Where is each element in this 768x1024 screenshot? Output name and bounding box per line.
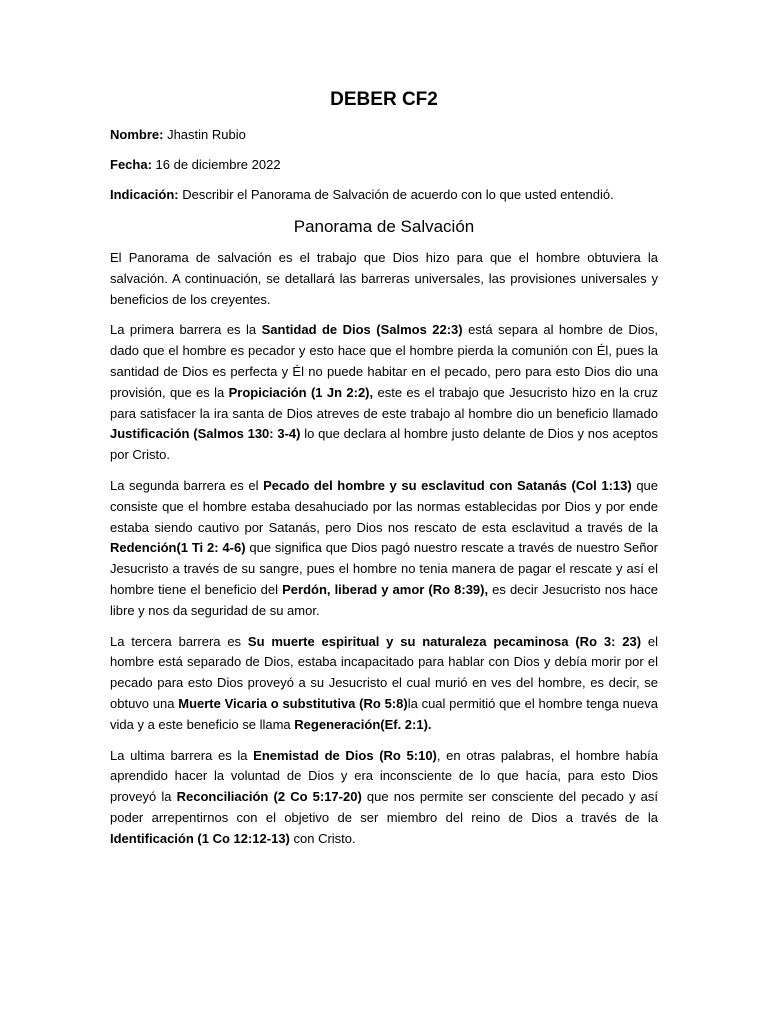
nombre-label: Nombre: <box>110 127 164 142</box>
text-run: lo que declara al hombre justo delante de Dios y nos aceptos por Cristo. <box>110 426 658 463</box>
bold-text-run: Muerte Vicaria o substitutiva (Ro 5:8) <box>178 695 408 711</box>
nombre-line <box>110 126 658 144</box>
text-run: que nos permite ser consciente del pecado y así poder arrepentirnos con el objetivo de ser miembro del reino de Dios a través de la <box>110 789 658 825</box>
bold-text-run: Santidad de Dios (Salmos 22:3) <box>261 322 463 338</box>
bold-text-run: Enemistad de Dios (Ro 5:10) <box>253 747 437 763</box>
indicacion-value: Describir el Panorama de Salvación de acuerdo con lo que usted entendió. <box>178 187 614 202</box>
section-heading: Panorama de Salvación <box>293 217 475 236</box>
bold-text-run: Justificación (Salmos 130: 3-4) <box>110 426 301 442</box>
text-run: que significa que Dios pagó nuestro rescate a través de nuestro Señor Jesucristo a través de su sangre, pues el hombre no tenia manera de pagar el rescate y así el hombre tiene el beneficio del <box>110 540 659 597</box>
text-run: El Panorama de salvación es el trabajo que Dios hizo para que el hombre obtuviera la salvación. A continuación, se detallará las barreras universales, las provisiones universales y beneficios de los creyentes. <box>110 250 658 307</box>
bold-text-run: Reconciliación (2 Co 5:17-20) <box>176 789 362 805</box>
text-run: este es el trabajo que Jesucristo hizo en la cruz para satisfacer la ira santa de Dios atreves de este trabajo al hombre dio un beneficio llamado <box>110 384 659 421</box>
paragraph <box>110 632 658 736</box>
text-run: el hombre está separado de Dios, estaba incapacitado para hablar con Dios y debía morir por el pecado para esto Dios proveyó a su Jesucristo el cual murió en ves del hombre, es decir, se obtuvo una <box>110 633 658 711</box>
document-page <box>110 88 658 860</box>
bold-text-run: Pecado del hombre y su esclavitud con Satanás (Col 1:13) <box>263 477 632 493</box>
text-run: La tercera barrera es <box>110 633 248 649</box>
nombre-value: Jhastin Rubio <box>163 127 246 142</box>
paragraph <box>110 248 658 310</box>
paragraph <box>110 476 658 622</box>
text-run: La primera barrera es la <box>110 322 262 338</box>
text-run: La ultima barrera es la <box>110 747 254 763</box>
bold-text-run: Perdón, liberad y amor (Ro 8:39), <box>282 581 489 597</box>
text-run: La segunda barrera es el <box>110 477 264 493</box>
indicacion-line <box>110 186 658 204</box>
text-run: , en otras palabras, el hombre había aprendido hacer la voluntad de Dios y era inconsciente de lo que hacía, para esto Dios proveyó la <box>110 747 658 805</box>
text-run: es decir Jesucristo nos hace libre y nos da seguridad de su amor. <box>110 581 658 618</box>
bold-text-run: Propiciación (1 Jn 2:2), <box>228 384 374 400</box>
bold-text-run: Regeneración(Ef. 2:1). <box>294 716 432 732</box>
text-run: con Cristo. <box>289 830 356 846</box>
fecha-line <box>110 156 658 174</box>
text-run: está separa al hombre de Dios, dado que el hombre es pecador y esto hace que el hombre pierda la comunión con Él, pues la santidad de Dios es perfecta y Él no puede habitar en el pecado, pero para esto Dios dio una provisión, que es la <box>110 322 658 400</box>
body-text <box>110 248 658 850</box>
text-run: que consiste que el hombre estaba desahuciado por las normas establecidas por Dios y por ende estaba siendo cautivo por Satanás, pero Dios nos rescato de esta esclavitud a través de la <box>110 477 659 535</box>
bold-text-run: Identificación (1 Co 12:12-13) <box>110 830 290 846</box>
text-run: la cual permitió que el hombre tenga nueva vida y a este beneficio se llama <box>110 695 659 732</box>
bold-text-run: Redención(1 Ti 2: 4-6) <box>110 540 246 556</box>
bold-text-run: Su muerte espiritual y su naturaleza pecaminosa (Ro 3: 23) <box>247 633 642 649</box>
document-title: DEBER CF2 <box>330 89 438 110</box>
fecha-value: 16 de diciembre 2022 <box>151 157 281 172</box>
paragraph <box>110 746 658 850</box>
fecha-label: Fecha: <box>110 157 152 172</box>
indicacion-label: Indicación: <box>110 187 179 202</box>
paragraph <box>110 320 658 466</box>
